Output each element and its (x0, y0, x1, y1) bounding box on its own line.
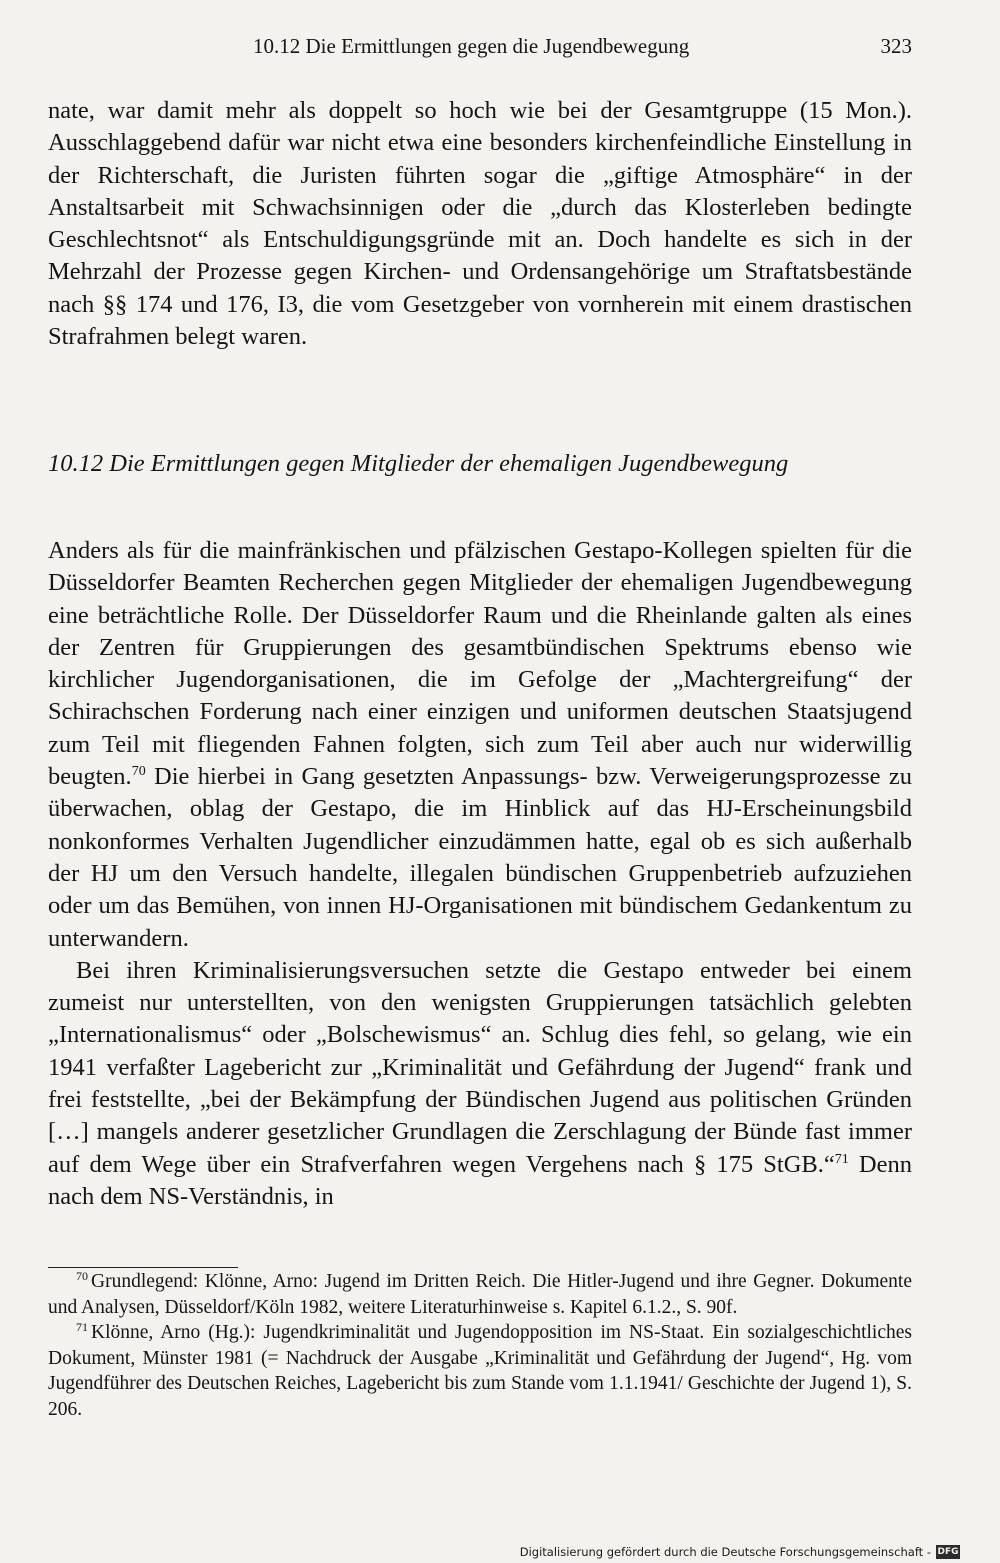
footnote-text: Klönne, Arno (Hg.): Jugendkriminalität und Jugendopposition im NS-Staat. Ein sozialgeschichtliches Dokument, Münster 1981 (= Nachdruck der Ausgabe „Kriminalität und Gefährdung der Jugend“, Hg. vom Jugendführer des Deutschen Reiches, Lagebericht bis zum Stande vom 1.1.1941/ Geschichte der Jugend 1), S. 206. (48, 1322, 912, 1420)
paragraph-1 (48, 535, 912, 955)
paragraph-continued: nate, war damit mehr als doppelt so hoch wie bei der Gesamtgruppe (15 Mon.). Ausschlaggebend dafür war nicht etwa eine besonders kirchenfeindliche Einstellung in der Richterschaft, die Juristen führten sogar die „giftige Atmosphäre“ in der Anstaltsarbeit mit Schwachsinnigen oder die „durch das Klosterleben bedingte Geschlechtsnot“ als Entschuldigungsgründe mit an. Doch handelte es sich in der Mehrzahl der Prozesse gegen Kirchen- und Ordensangehörige um Straftatsbestände nach §§ 174 und 176, I3, die vom Gesetzgeber von vornherein mit einem drastischen Strafrahmen belegt waren. (48, 97, 912, 351)
paragraph-1-text-cont: Die hierbei in Gang gesetzten Anpassungs- bzw. Verweigerungsprozesse zu überwachen, oblag der Gestapo, die im Hinblick auf das HJ-Erscheinungsbild nonkonformes Verhalten Jugendlicher einzudämmen hatte, egal ob es sich außerhalb der HJ um den Versuch handelte, illegalen bündischen Gruppenbetrieb aufzuziehen oder um das Bemühen, von innen HJ-Organisationen mit bündischem Gedankentum zu unterwandern. (48, 763, 912, 952)
footnote-71 (48, 1320, 912, 1422)
paragraph-2-text: Bei ihren Kriminalisierungsversuchen setzte die Gestapo entweder bei einem zumeist nur unterstellten, von den wenigsten Gruppierungen tatsächlich gelebten „Internationalismus“ oder „Bolschewismus“ an. Schlug dies fehl, so gelang, wie ein 1941 verfaßter Lagebericht zur „Kriminalität und Gefährdung der Jugend“ frank und frei feststellte, „bei der Bekämpfung der Bündischen Jugend aus politischen Gründen […] mangels anderer gesetzlicher Grundlagen die Zerschlagung der Bünde fast immer auf dem Wege über ein Strafverfahren wegen Vergehens nach § 175 StGB.“ (48, 956, 912, 1178)
running-title: 10.12 Die Ermittlungen gegen die Jugendbewegung (253, 34, 690, 58)
paragraph-1-text: Anders als für die mainfränkischen und pfälzischen Gestapo-Kollegen spielten für die Düsseldorfer Beamten Recherchen gegen Mitglieder der ehemaligen Jugendbewegung eine beträchtliche Rolle. Der Düsseldorfer Raum und die Rheinlande galten als eines der Zentren für Gruppierungen des gesamtbündischen Spektrums ebenso wie kirchlicher Jugendorganisationen, die im Gefolge der „Machtergreifung“ der Schirachschen Forderung nach einer einzigen und uniformen deutschen Staatsjugend zum Teil mit fliegenden Fahnen folgten, sich zum Teil aber auch nur widerwillig beugten. (48, 537, 912, 791)
footnote-70 (48, 1269, 912, 1320)
footnote-text: Grundlegend: Klönne, Arno: Jugend im Dritten Reich. Die Hitler-Jugend und ihre Gegner. Dokumente und Analysen, Düsseldorf/Köln 1982, weitere Literaturhinweise s. Kapitel 6.1.2., S. 90f. (48, 1271, 912, 1318)
section-heading: 10.12 Die Ermittlungen gegen Mitglieder der ehemaligen Jugendbewegung (48, 450, 789, 477)
credit-text: Digitalisierung gefördert durch die Deutsche Forschungsgemeinschaft - (519, 1545, 931, 1559)
paragraph-2 (48, 955, 912, 1213)
body-text-main (48, 535, 912, 1213)
footnote-ref-71: 71 (834, 1151, 849, 1167)
running-header (48, 34, 912, 64)
dfg-logo-icon: DFG (937, 1547, 959, 1557)
page-number: 323 (880, 34, 912, 58)
footnotes (48, 1269, 912, 1422)
footnote-divider (48, 1267, 238, 1268)
digitization-credit (520, 1545, 960, 1559)
footnote-number: 70 (76, 1269, 88, 1283)
footnote-ref-70: 70 (131, 764, 146, 780)
paragraph-2-text-cont: Denn nach dem NS-Verständnis, in (48, 1150, 912, 1210)
footnote-number: 71 (76, 1320, 88, 1334)
body-text-top (48, 95, 912, 353)
